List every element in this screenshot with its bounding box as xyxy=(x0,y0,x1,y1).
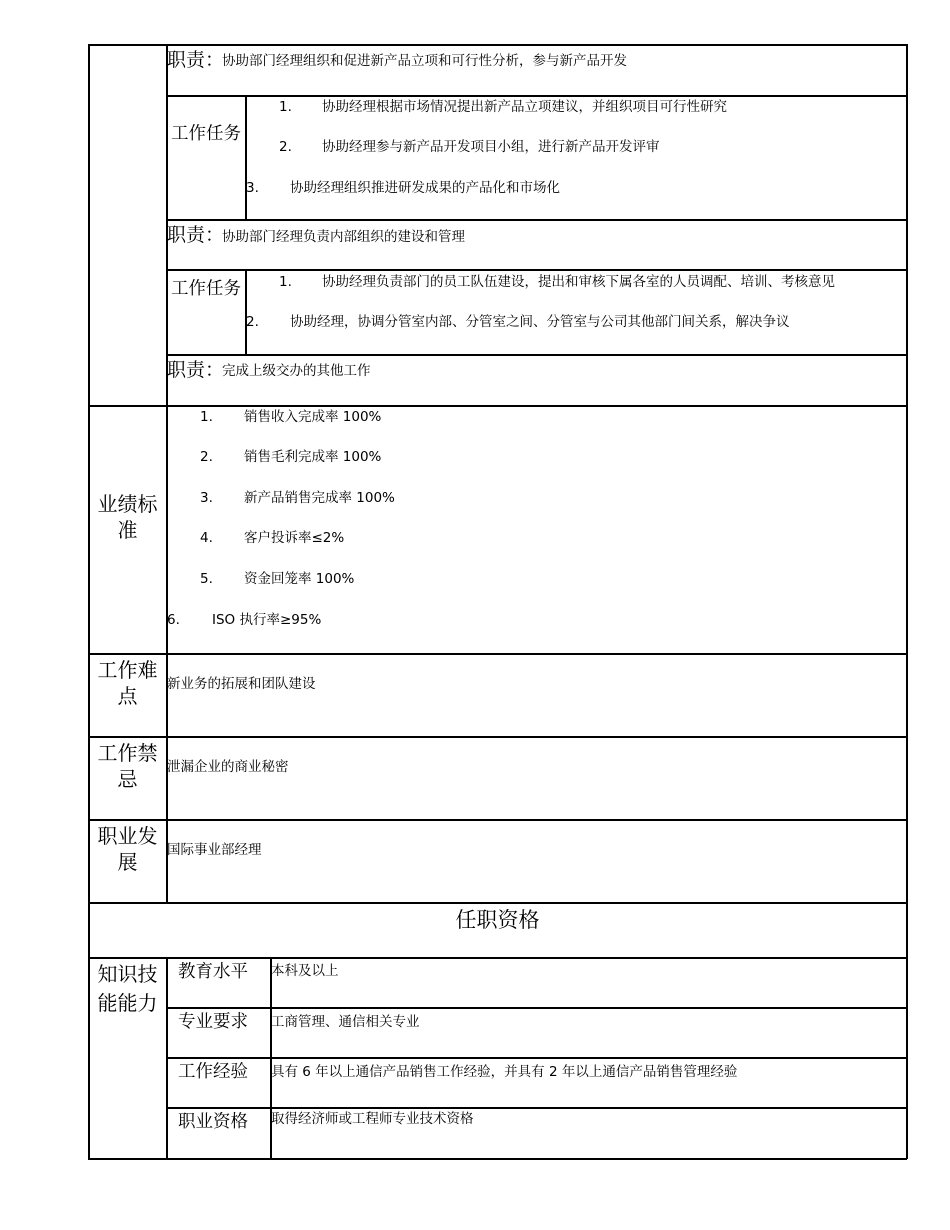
qualification-title: 任职资格 xyxy=(455,908,540,932)
task-text: 协助经理组织推进研发成果的产品化和市场化 xyxy=(290,180,560,196)
rule xyxy=(88,819,907,821)
rule xyxy=(166,1057,907,1059)
task-number: 3. xyxy=(246,180,259,196)
kpi-number: 1. xyxy=(200,409,213,425)
kpi-number: 4. xyxy=(200,530,213,546)
tasks-label: 工作任务 xyxy=(171,279,241,299)
task-number: 2. xyxy=(246,314,259,330)
border-top xyxy=(88,44,907,46)
difficulty-label: 工作难点 xyxy=(97,658,158,708)
kpi-number: 5. xyxy=(200,571,213,587)
kpi-text: 资金回笼率 100% xyxy=(244,571,355,587)
career-label: 职业发展 xyxy=(97,824,158,874)
experience-value: 具有 6 年以上通信产品销售工作经验，并具有 2 年以上通信产品销售管理经验 xyxy=(271,1064,738,1080)
rule xyxy=(88,957,907,959)
task-text: 协助经理根据市场情况提出新产品立项建议，并组织项目可行性研究 xyxy=(322,99,727,115)
kpi-text: 销售收入完成率 100% xyxy=(244,409,382,425)
task-text: 协助经理，协调分管室内部、分管室之间、分管室与公司其他部门间关系，解决争议 xyxy=(290,314,790,330)
education-value: 本科及以上 xyxy=(271,963,339,979)
taboo-text: 泄漏企业的商业秘密 xyxy=(167,759,289,775)
major-value: 工商管理、通信相关专业 xyxy=(271,1014,420,1030)
rule xyxy=(166,1007,907,1009)
major-label: 专业要求 xyxy=(178,1012,248,1032)
rule xyxy=(166,95,907,97)
performance-label: 业绩标准 xyxy=(97,492,158,542)
kpi-number: 6. xyxy=(167,612,180,628)
difficulty-text: 新业务的拓展和团队建设 xyxy=(167,676,316,692)
qualification-label: 知识技能能力 xyxy=(97,962,158,1015)
kpi-text: 新产品销售完成率 100% xyxy=(244,490,395,506)
certification-value: 取得经济师或工程师专业技术资格 xyxy=(271,1111,474,1127)
duty-text: 协助部门经理负责内部组织的建设和管理 xyxy=(222,229,465,245)
education-label: 教育水平 xyxy=(178,962,248,982)
career-text: 国际事业部经理 xyxy=(167,842,262,858)
task-number: 2. xyxy=(279,139,292,155)
experience-label: 工作经验 xyxy=(178,1062,248,1082)
certification-label: 职业资格 xyxy=(178,1112,248,1132)
kpi-text: 客户投诉率≤2% xyxy=(244,530,345,546)
rule xyxy=(245,95,247,220)
duty-label: 职责： xyxy=(167,359,225,381)
rule xyxy=(88,405,907,407)
rule xyxy=(166,354,907,356)
task-number: 1. xyxy=(279,99,292,115)
task-text: 协助经理参与新产品开发项目小组，进行新产品开发评审 xyxy=(322,139,660,155)
rule xyxy=(166,269,907,271)
kpi-number: 3. xyxy=(200,490,213,506)
rule xyxy=(88,902,907,904)
duty-label: 职责： xyxy=(167,49,225,71)
rule xyxy=(166,1107,907,1109)
border-right xyxy=(906,44,908,1159)
taboo-label: 工作禁忌 xyxy=(97,741,158,791)
duty-text: 协助部门经理组织和促进新产品立项和可行性分析，参与新产品开发 xyxy=(222,53,627,69)
kpi-text: ISO 执行率≥95% xyxy=(212,612,322,628)
border-bottom xyxy=(88,1158,907,1160)
rule xyxy=(245,269,247,355)
task-text: 协助经理负责部门的员工队伍建设，提出和审核下属各室的人员调配、培训、考核意见 xyxy=(322,274,835,290)
duty-label: 职责： xyxy=(167,224,225,246)
rule xyxy=(88,653,907,655)
rule xyxy=(88,736,907,738)
duty-text: 完成上级交办的其他工作 xyxy=(222,363,371,379)
task-number: 1. xyxy=(279,274,292,290)
kpi-text: 销售毛利完成率 100% xyxy=(244,449,382,465)
kpi-number: 2. xyxy=(200,449,213,465)
tasks-label: 工作任务 xyxy=(171,124,241,144)
rule xyxy=(166,219,907,221)
